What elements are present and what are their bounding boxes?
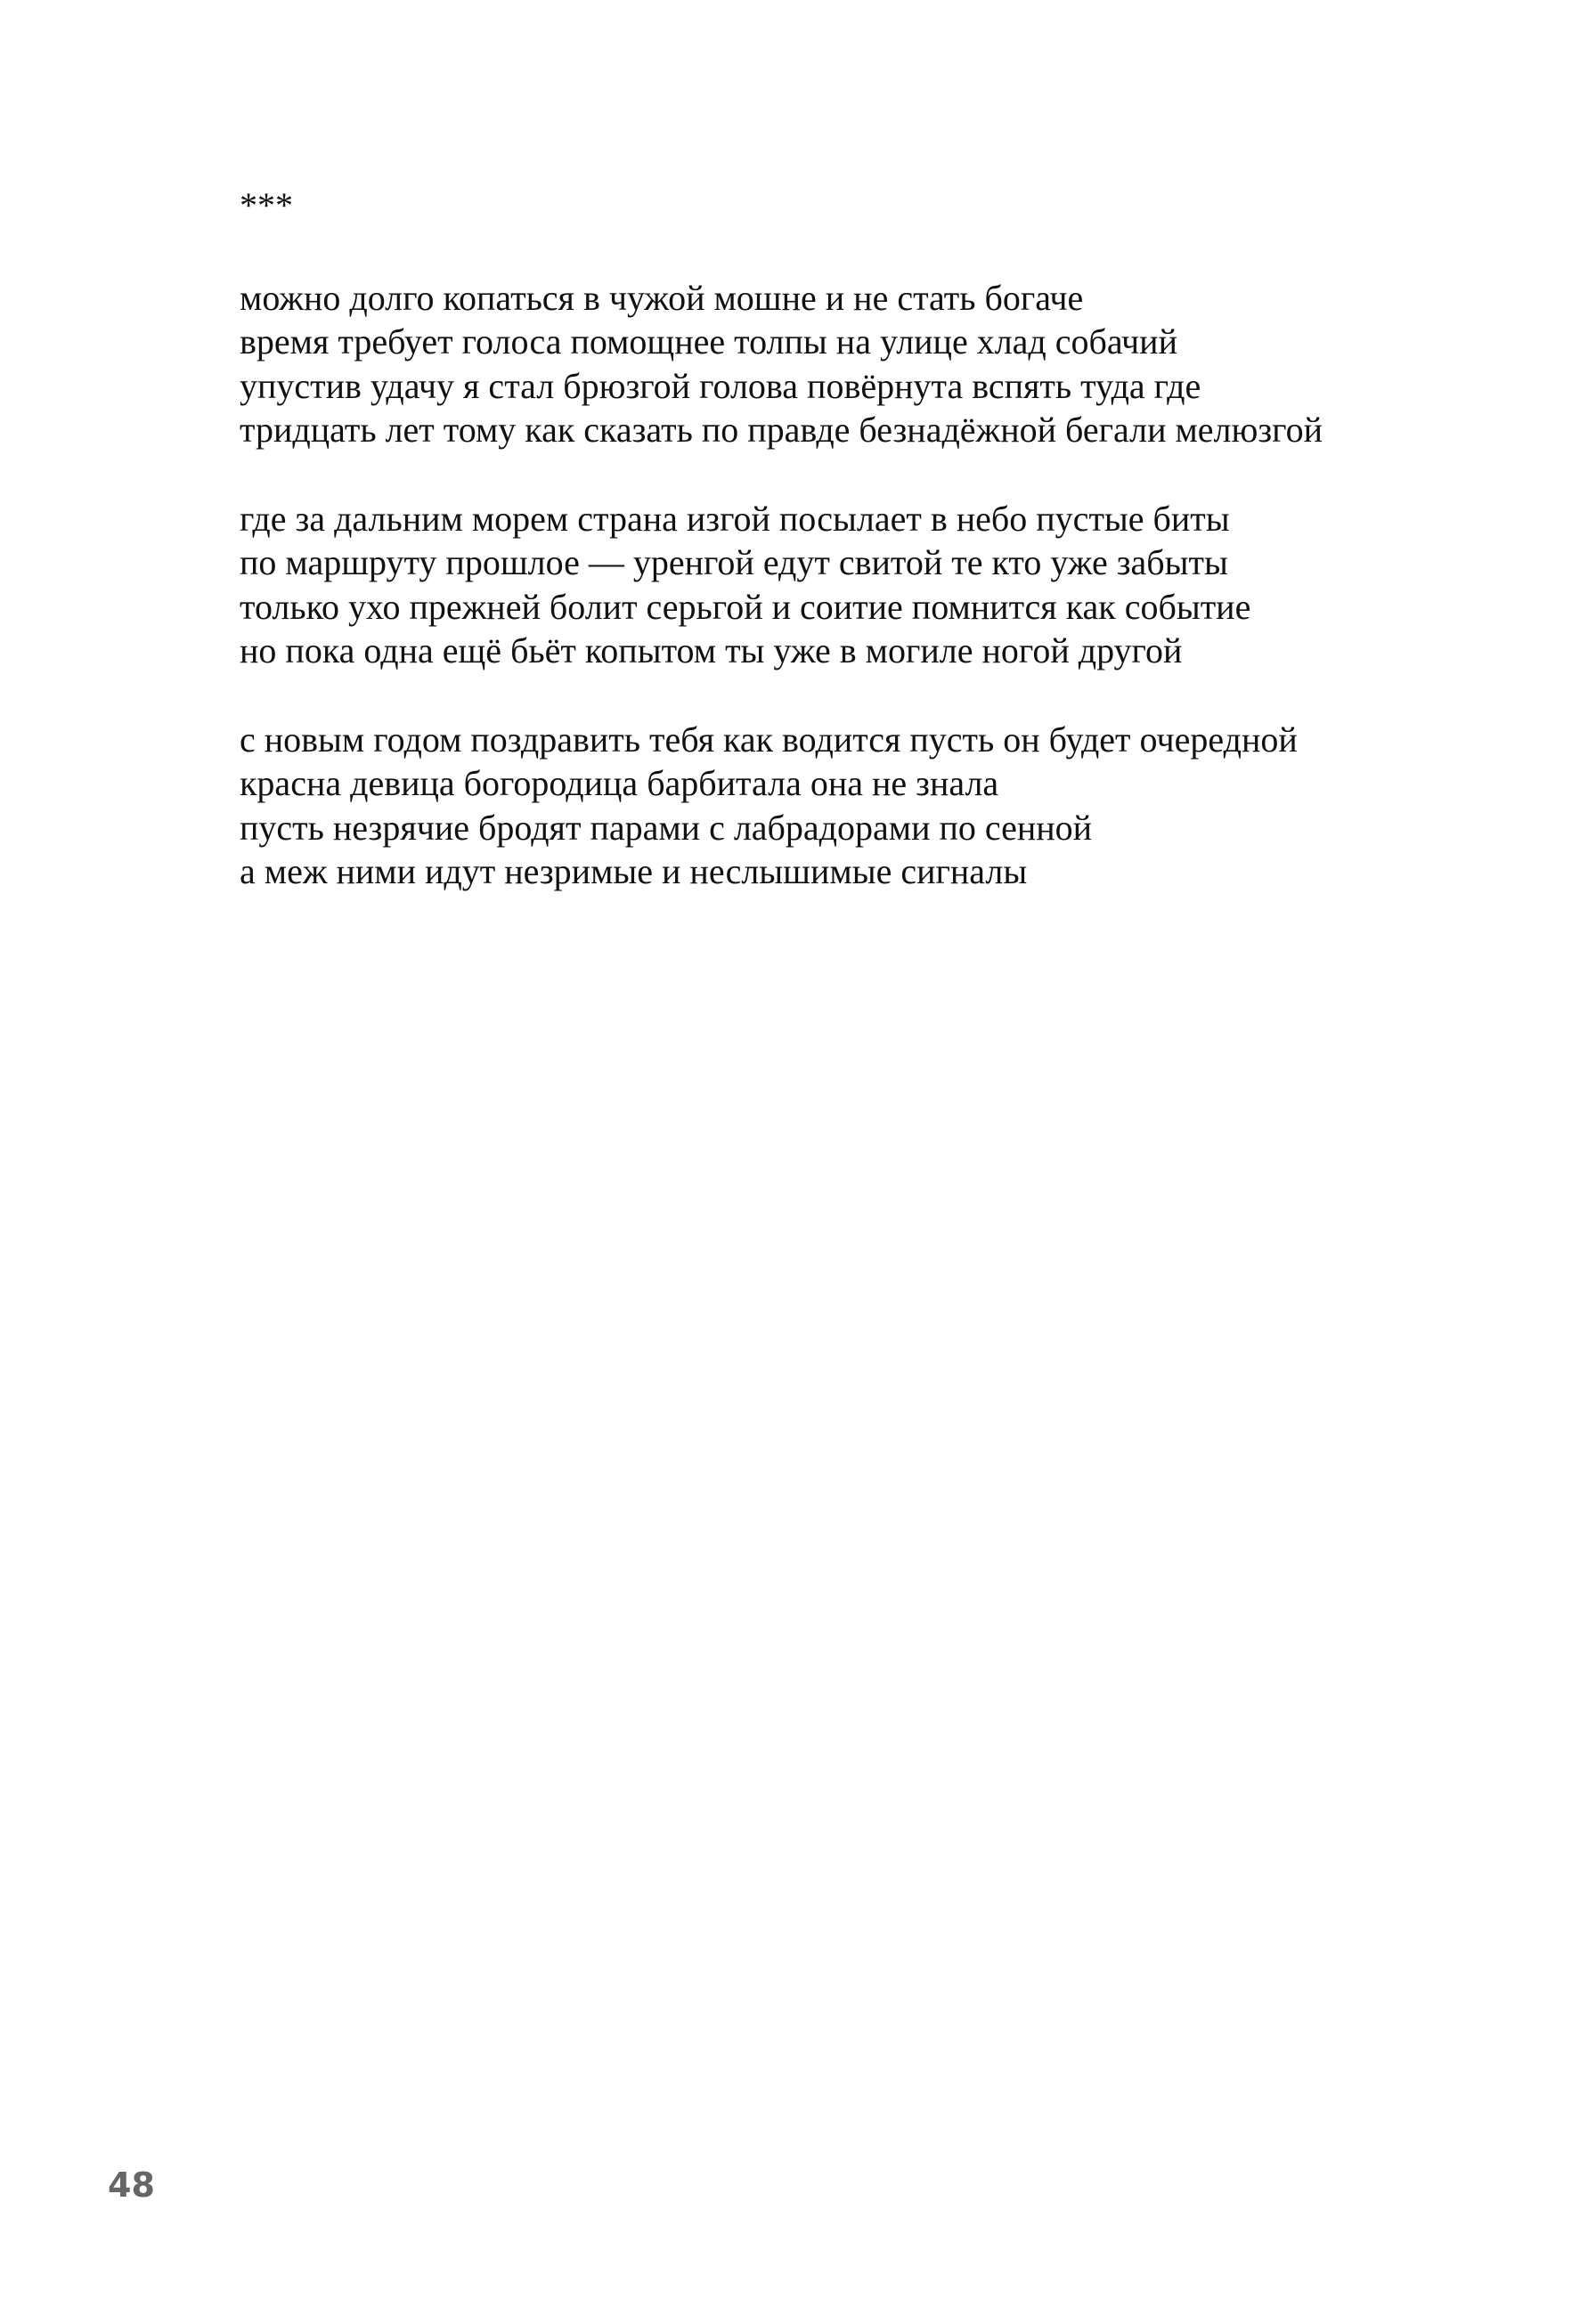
poem-line: с новым годом поздравить тебя как водится пусть он будет очередной — [240, 719, 1298, 760]
poem-line: где за дальним морем страна изгой посылает в небо пустые биты — [240, 498, 1230, 539]
poem — [240, 183, 1323, 939]
section-separator: *** — [240, 185, 293, 225]
stanza-3 — [240, 718, 1323, 894]
page-number: 48 — [108, 2166, 155, 2205]
poem-line: пусть незрячие бродят парами с лабрадорами по сенной — [240, 807, 1093, 848]
poem-line: время требует голоса помощнее толпы на улице хлад собачий — [240, 321, 1177, 362]
stanza-2 — [240, 497, 1323, 673]
poem-line: можно долго копаться в чужой мошне и не стать богаче — [240, 277, 1084, 318]
poem-line: упустив удачу я стал брюзгой голова повёрнута вспять туда где — [240, 365, 1201, 406]
poem-line: но пока одна ещё бьёт копытом ты уже в могиле ногой другой — [240, 630, 1183, 671]
poem-line: а меж ними идут незримые и неслышимые сигналы — [240, 851, 1028, 892]
poem-line: тридцать лет тому как сказать по правде безнадёжной бегали мелюзгой — [240, 410, 1323, 451]
stanza-1 — [240, 276, 1323, 452]
poem-line: только ухо прежней болит серьгой и соитие помнится как событие — [240, 586, 1251, 627]
poem-line: красна девица богородица барбитала она не знала — [240, 763, 999, 804]
poem-line: по маршруту прошлое — уренгой едут свитой те кто уже забыты — [240, 542, 1228, 583]
